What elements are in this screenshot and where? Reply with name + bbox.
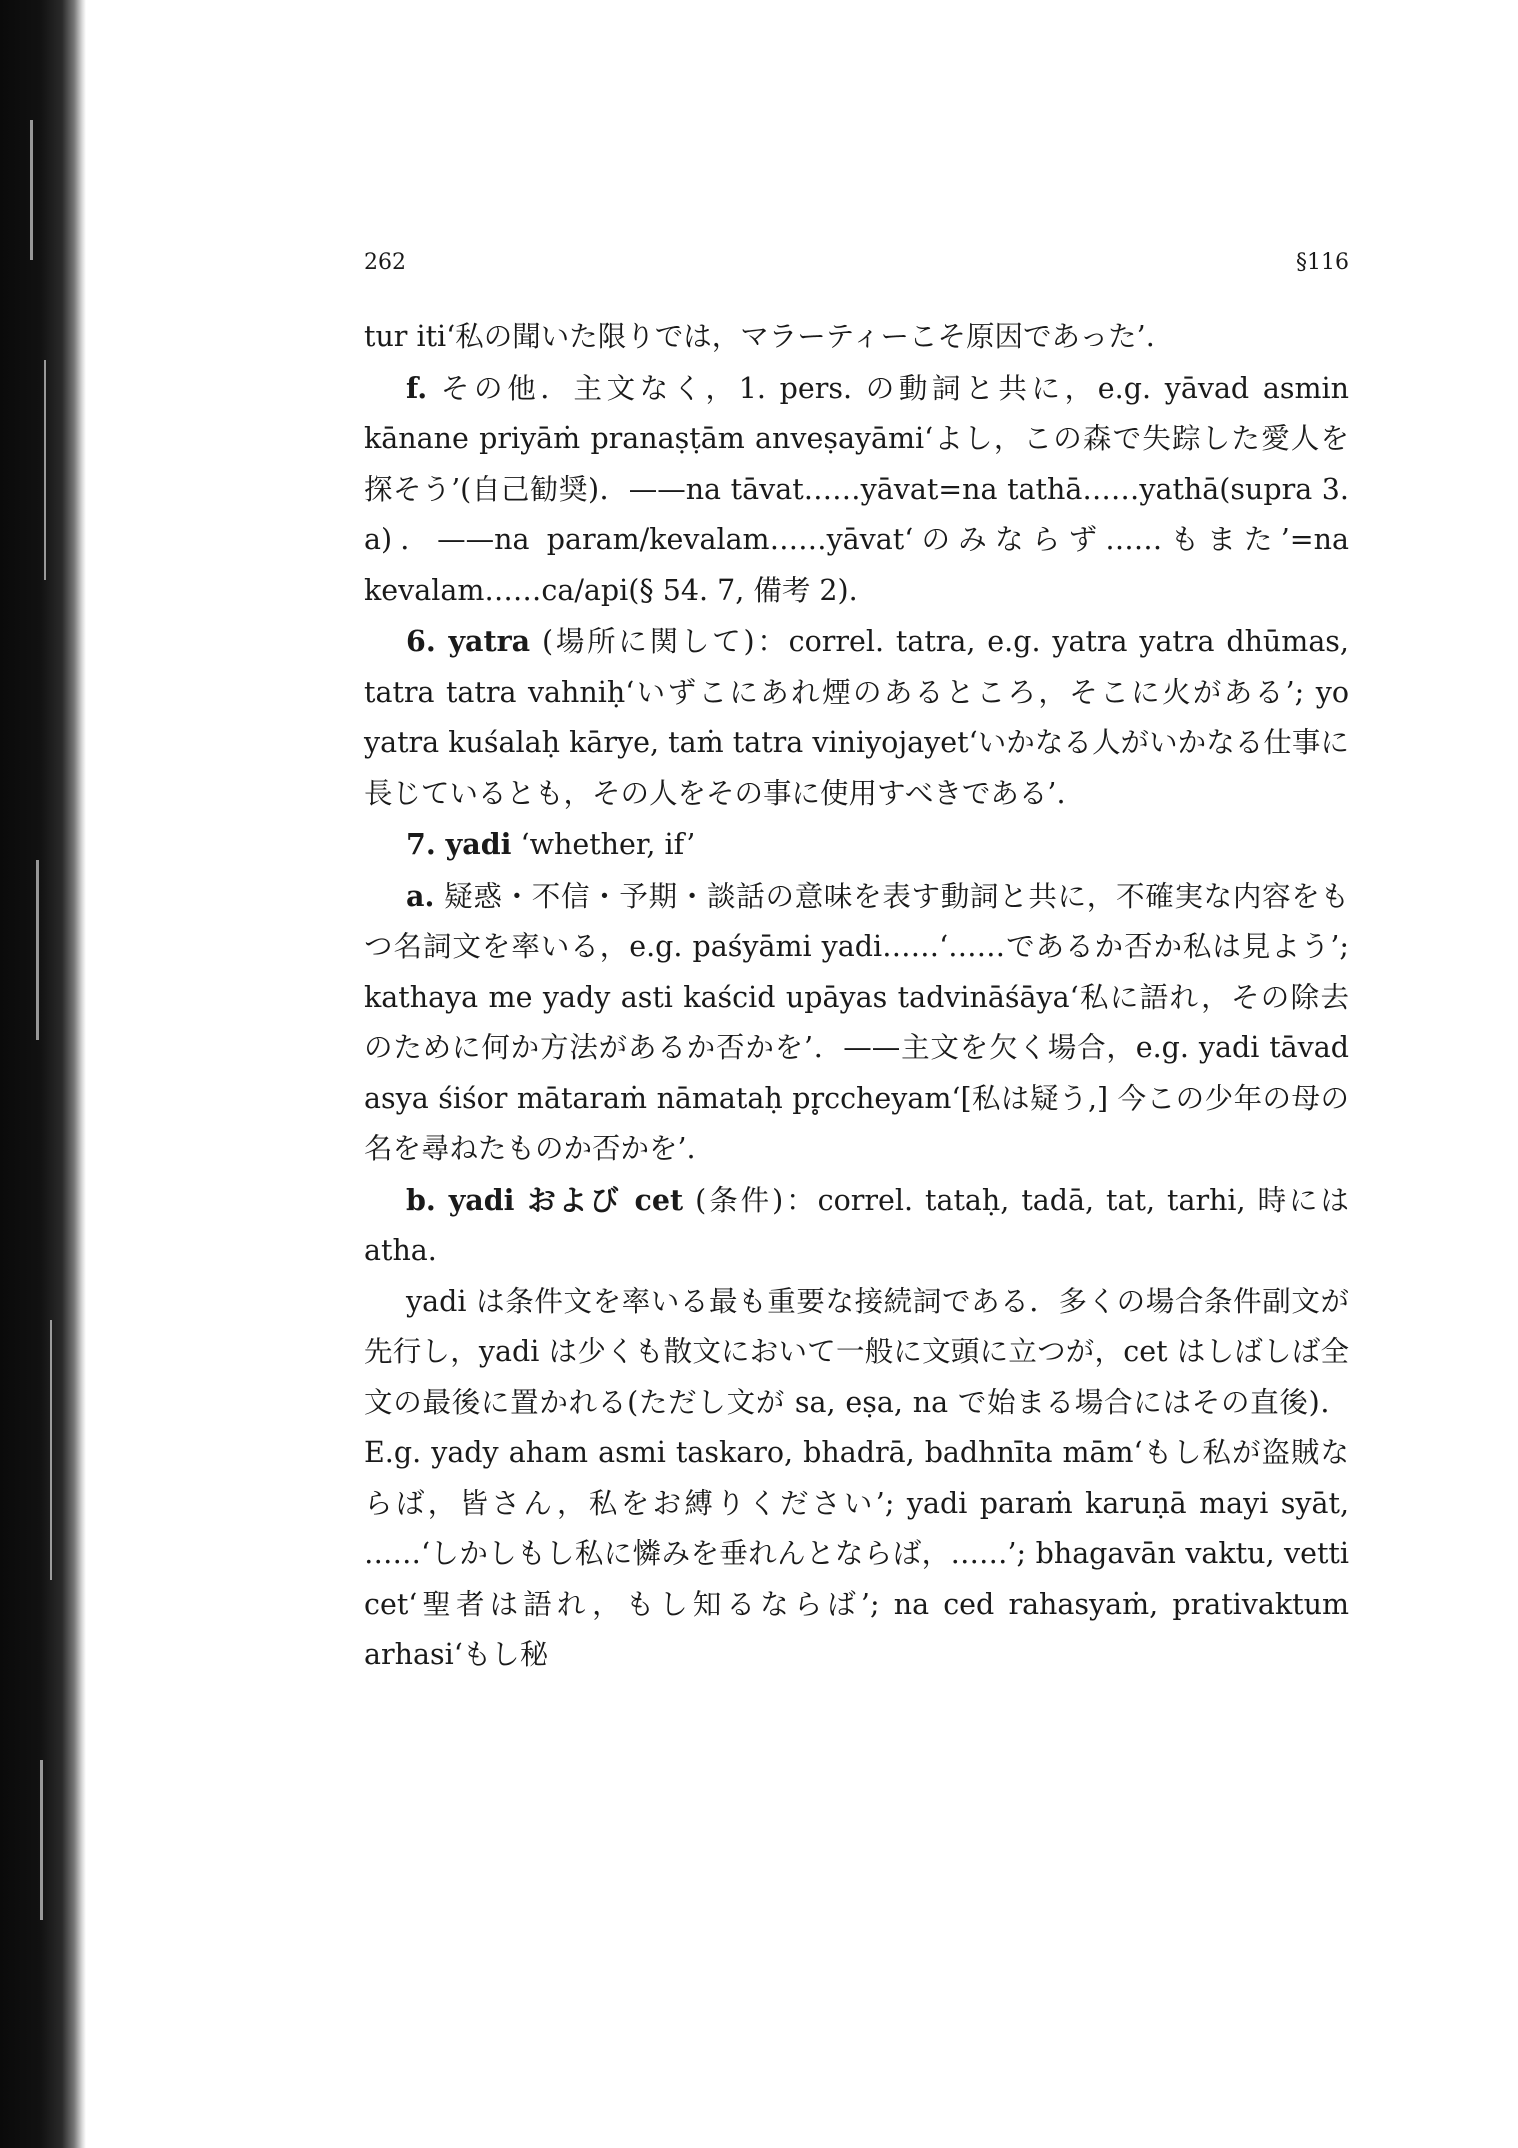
paragraph-text: yadi は条件文を率いる最も重要な接続詞である．多くの場合条件副文が先行し，yadi は少くも散文において一般に文頭に立つが，cet はしばしば全文の最後に置かれる(ただし文が sa, eṣa, na で始まる場合にはその直後)．E.g. yady aham asmi taskaro, bhadrā, badhnīta mām‘もし私が盗賊ならば，皆さん，私をお縛りください’; yadi paraṁ karuṇā mayi syāt, ……‘しかしもし私に憐みを垂れんとならば，……’; bhagavān vaktu, vetti cet‘聖者は語れ，もし知るならば’; na ced rahasyaṁ, prativaktum arhasi‘もし秘 xyxy=(364,1284,1349,1671)
section-number: §116 xyxy=(1296,250,1349,275)
page-header xyxy=(364,250,1349,296)
paragraph xyxy=(364,616,1349,819)
paragraph-text: ‘whether, if’ xyxy=(511,828,696,861)
paragraph-heading: b. yadi および cet xyxy=(406,1182,684,1217)
paragraph-text: (場所に関して)：correl. tatra, e.g. yatra yatra dhūmas, tatra tatra vahniḥ‘いずこにあれ煙のあるところ，そこに火がある’; yo yatra kuśalaḥ kārye, taṁ tatra viniyojayet‘いかなる人がいかなる仕事に長じているとも，その人をその事に使用すべきである’. xyxy=(364,625,1349,810)
paragraph xyxy=(364,1277,1349,1681)
book-spine-shadow xyxy=(0,0,86,2148)
paragraph-text: その他．主文なく，1. pers. の動詞と共に，e.g. yāvad asmin kānane priyāṁ pranaṣṭām anveṣayāmi‘よし，この森で失踪した愛人を探そう’(自己勧奨)．——na tāvat……yāvat=na tathā……yathā(supra 3. a)．——na param/kevalam……yāvat‘のみならず……もまた’=na kevalam……ca/api(§ 54. 7, 備考 2). xyxy=(364,371,1349,607)
paragraph xyxy=(364,819,1349,871)
paragraph xyxy=(364,312,1349,363)
paragraph-heading: 7. yadi xyxy=(406,827,512,861)
paragraph-heading: 6. yatra xyxy=(406,624,531,658)
book-page xyxy=(364,250,1349,1681)
paragraph xyxy=(364,871,1349,1175)
paragraph-text: (条件)：correl. tataḥ, tadā, tat, tarhi, 時には atha. xyxy=(364,1183,1349,1267)
page-number: 262 xyxy=(364,250,406,275)
paragraph xyxy=(364,1175,1349,1277)
paragraph-heading: a. xyxy=(406,878,435,913)
paragraph-text: 疑惑・不信・予期・談話の意味を表す動詞と共に，不確実な内容をもつ名詞文を率いる，e.g. paśyāmi yadi……‘……であるか否か私は見よう’; kathaya me yady asti kaścid upāyas tadvināśāya‘私に語れ，その除去のために何か方法があるか否かを’．——主文を欠く場合，e.g. yadi tāvad asya śiśor mātaraṁ nāmataḥ pr̥ccheyam‘[私は疑う,] 今この少年の母の名を尋ねたものか否かを’. xyxy=(364,879,1349,1165)
paragraph xyxy=(364,363,1349,617)
paragraph-text: tur iti‘私の聞いた限りでは，マラーティーこそ原因であった’. xyxy=(364,320,1155,353)
paragraph-heading: f. xyxy=(406,370,428,405)
body-text xyxy=(364,312,1349,1681)
